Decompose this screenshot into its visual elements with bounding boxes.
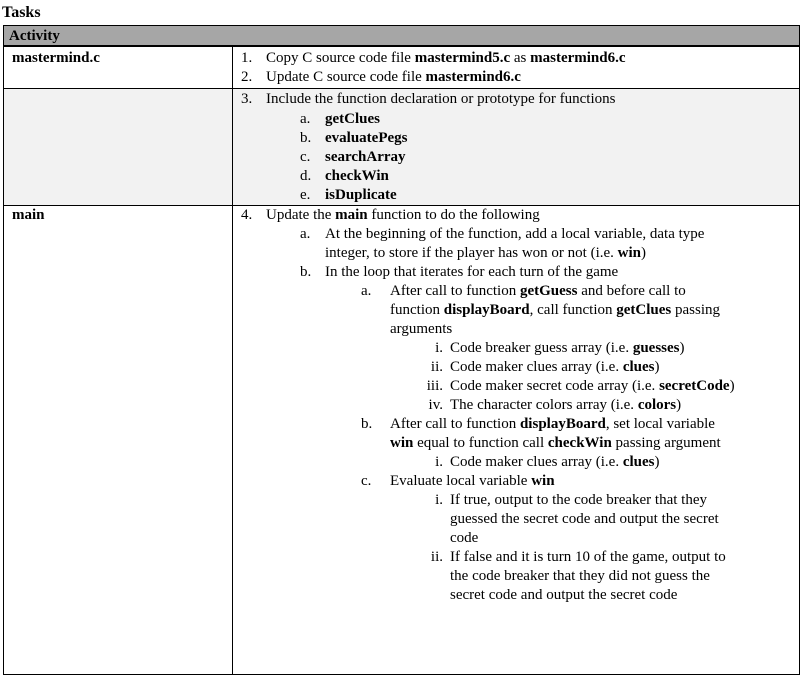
list-item: If false and it is turn 10 of the game, output to <box>450 549 726 565</box>
list-number: iii. <box>426 378 443 394</box>
activity-table <box>3 25 803 665</box>
list-item-cont: guessed the secret code and output the secret <box>450 511 719 527</box>
list-item: After call to function displayBoard, set local variable <box>390 416 715 432</box>
table-row <box>3 46 800 89</box>
page-heading: Tasks <box>2 4 41 21</box>
list-item: Code maker clues array (i.e. clues) <box>450 359 660 375</box>
list-item: Evaluate local variable win <box>390 473 555 489</box>
list-number: 3. <box>241 91 253 107</box>
list-item: After call to function getGuess and before call to <box>390 283 686 299</box>
table-row <box>3 88 800 206</box>
list-item: The character colors array (i.e. colors) <box>450 397 682 413</box>
list-number: 2. <box>241 69 253 85</box>
list-item: In the loop that iterates for each turn of the game <box>325 264 619 280</box>
list-item: Code maker secret code array (i.e. secretCode) <box>450 378 735 394</box>
list-number: b. <box>300 264 312 280</box>
list-item: Code maker clues array (i.e. clues) <box>450 454 660 470</box>
list-number: d. <box>300 168 312 184</box>
function-name: evaluatePegs <box>325 130 408 146</box>
list-item: Include the function declaration or prototype for functions <box>266 91 616 107</box>
function-name: searchArray <box>325 149 406 165</box>
list-number: b. <box>300 130 312 146</box>
list-item-cont: secret code and output the secret code <box>450 587 678 603</box>
table-header: Activity <box>3 25 800 46</box>
list-number: a. <box>300 111 311 127</box>
list-number: e. <box>300 187 311 203</box>
list-item-cont: the code breaker that they did not guess the <box>450 568 710 584</box>
list-item-cont: code <box>450 530 479 546</box>
row-label: mastermind.c <box>12 50 100 66</box>
list-number: i. <box>435 454 443 470</box>
list-item: Code breaker guess array (i.e. guesses) <box>450 340 685 356</box>
list-number: a. <box>361 283 372 299</box>
list-item-cont: arguments <box>390 321 453 337</box>
table-row <box>3 205 800 675</box>
list-number: c. <box>300 149 311 165</box>
list-item: Update the main function to do the following <box>266 207 540 223</box>
function-name: getClues <box>325 111 380 127</box>
function-name: isDuplicate <box>325 187 397 203</box>
list-item: At the beginning of the function, add a local variable, data type <box>325 226 705 242</box>
list-item: Update C source code file mastermind6.c <box>266 69 521 85</box>
function-name: checkWin <box>325 168 389 184</box>
list-item-cont: win equal to function call checkWin passing argument <box>390 435 721 451</box>
list-item: If true, output to the code breaker that they <box>450 492 707 508</box>
list-number: b. <box>361 416 373 432</box>
list-number: iv. <box>428 397 443 413</box>
list-number: 4. <box>241 207 253 223</box>
list-number: a. <box>300 226 311 242</box>
list-item-cont: integer, to store if the player has won or not (i.e. win) <box>325 245 646 261</box>
list-number: ii. <box>430 359 443 375</box>
list-number: ii. <box>430 549 443 565</box>
list-number: c. <box>361 473 372 489</box>
row-label: main <box>12 207 45 223</box>
list-number: i. <box>435 340 443 356</box>
list-item-cont: function displayBoard, call function getClues passing <box>390 302 721 318</box>
list-number: i. <box>435 492 443 508</box>
list-number: 1. <box>241 50 253 66</box>
list-item: Copy C source code file mastermind5.c as mastermind6.c <box>266 50 626 66</box>
